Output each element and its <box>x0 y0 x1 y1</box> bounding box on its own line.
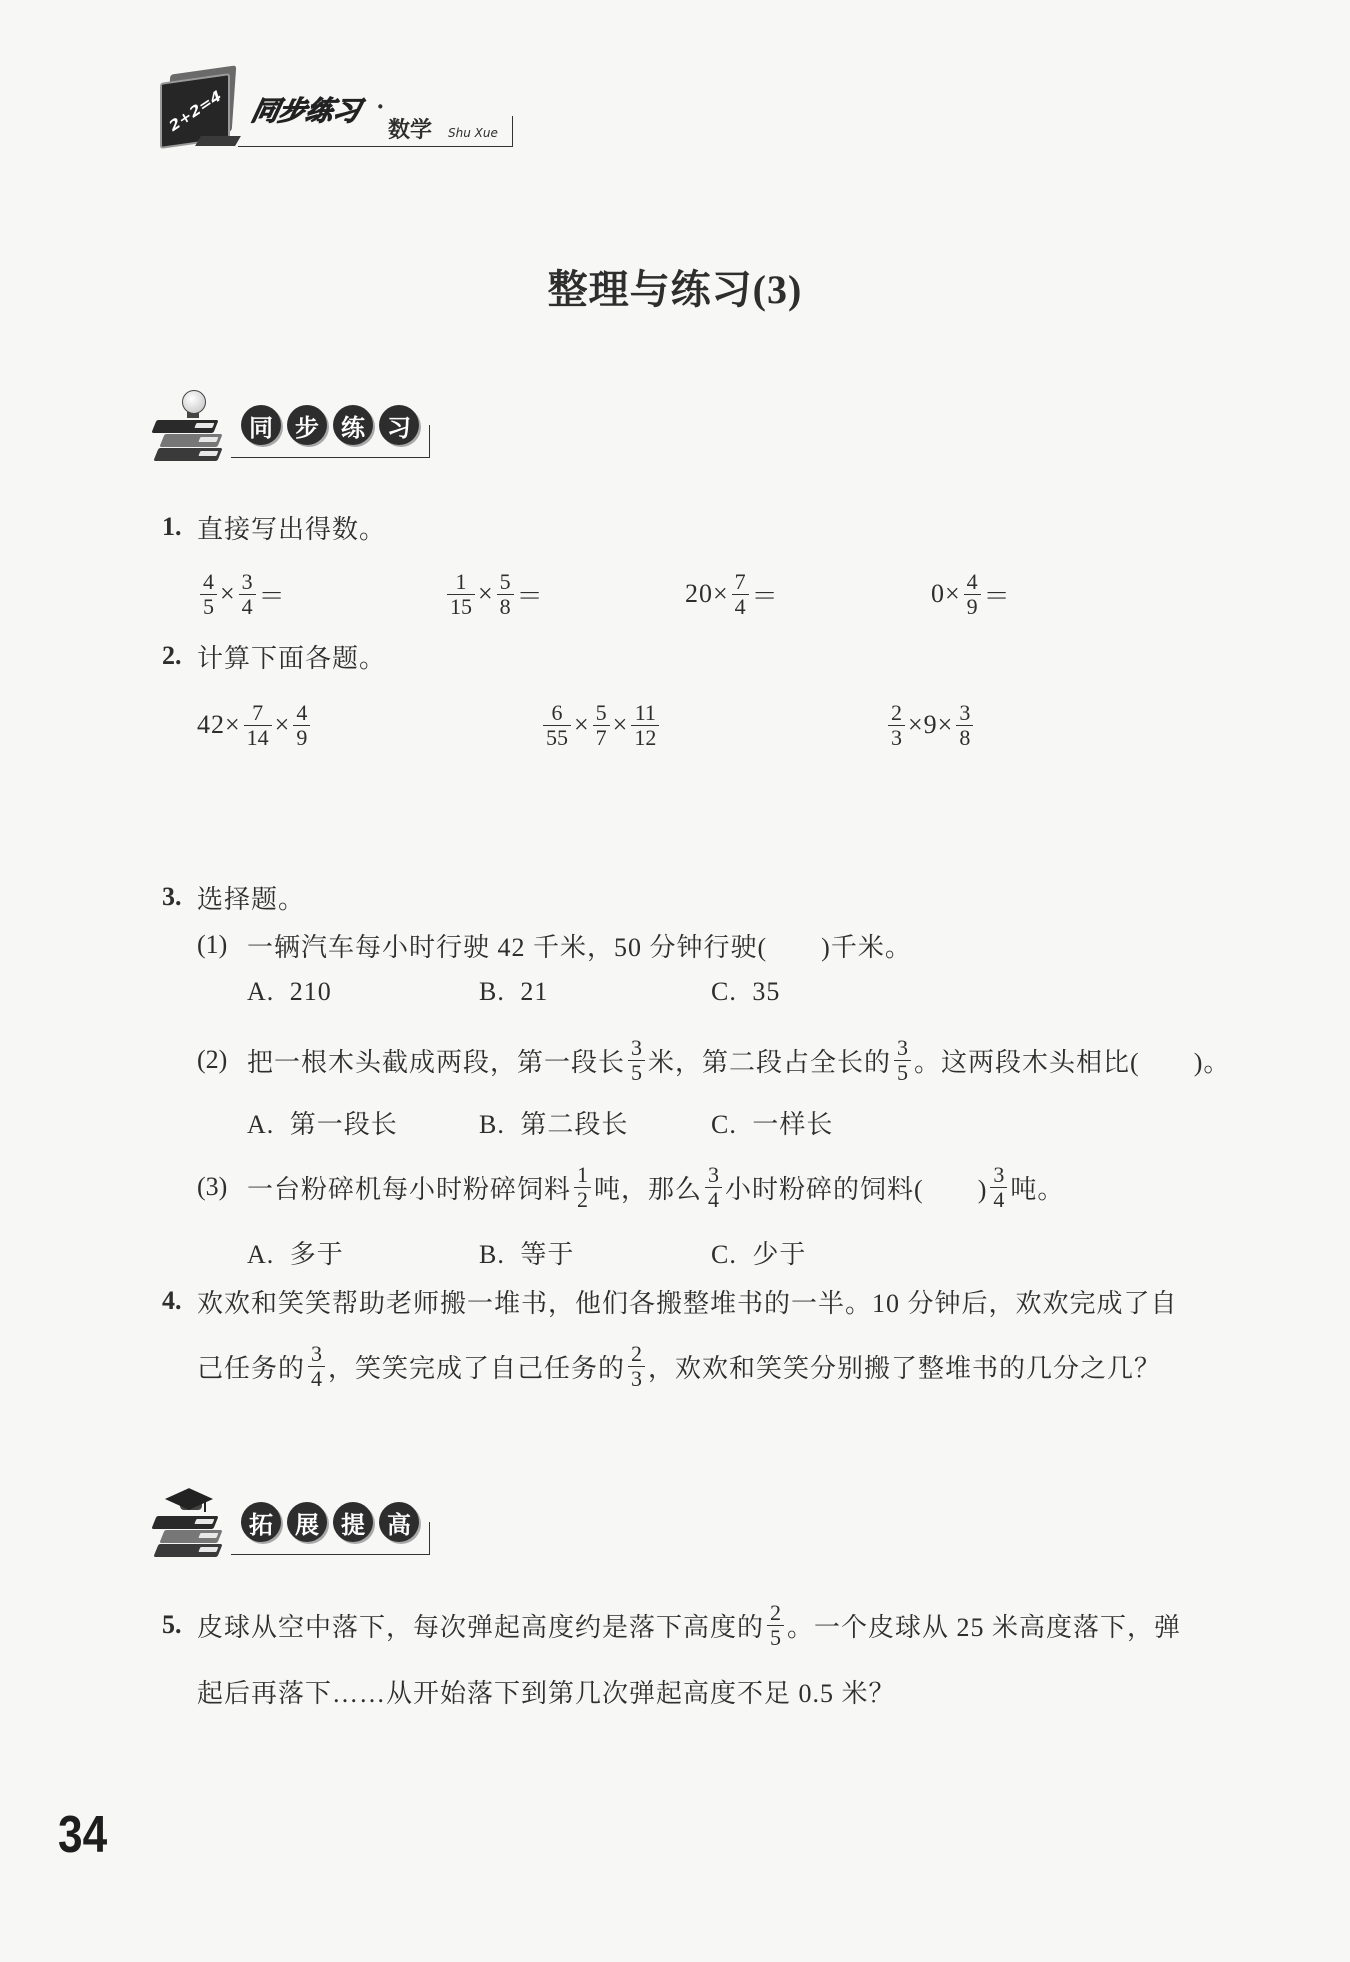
text-segment: ＝ <box>751 581 779 611</box>
book-shape <box>153 448 222 461</box>
question-5-line-2 <box>197 1661 896 1721</box>
fraction-numerator: 2 <box>891 699 902 725</box>
part-text <box>247 1036 1230 1085</box>
fraction-numerator: 3 <box>241 568 253 594</box>
fraction-numerator: 3 <box>311 1340 323 1366</box>
question-3-part-2-options <box>247 1092 943 1152</box>
badge-rule <box>231 425 430 458</box>
option-c: C. 一样长 <box>711 1109 834 1139</box>
text-segment: × <box>220 579 236 608</box>
text-segment: 吨。 <box>1010 1174 1065 1204</box>
fraction <box>956 701 973 750</box>
option-a: A. 210 <box>247 977 332 1006</box>
fraction <box>628 1036 645 1085</box>
part-label: (3) <box>197 1172 228 1201</box>
text-segment: 。一个皮球从 25 米高度落下，弹 <box>787 1612 1182 1642</box>
text-segment: 一辆汽车每小时行驶 42 千米，50 分钟行驶( )千米。 <box>247 932 912 962</box>
fraction-numerator: 1 <box>455 568 467 594</box>
text-segment: 一台粉碎机每小时粉碎饲料 <box>247 1174 572 1204</box>
part-text <box>247 927 912 964</box>
fraction-denominator: 4 <box>732 594 749 619</box>
option-c: C. 少于 <box>711 1239 807 1269</box>
fraction <box>497 570 514 619</box>
text-segment: 20× <box>685 579 729 608</box>
series-title: 同步练习 <box>248 96 364 126</box>
lamp-bulb <box>182 390 206 414</box>
series-separator: · <box>376 92 385 121</box>
question-text: 计算下面各题。 <box>197 643 387 673</box>
fraction-denominator: 5 <box>200 594 217 619</box>
book-shape <box>153 1544 222 1557</box>
question-3-part-1-options <box>247 962 943 1022</box>
question-1-item <box>931 564 1011 624</box>
fraction <box>631 701 659 750</box>
question-number: 3. <box>162 882 182 911</box>
book-shape <box>159 434 222 447</box>
text-segment: 吨，那么 <box>594 1174 703 1204</box>
fraction <box>628 1342 645 1391</box>
fraction-numerator: 7 <box>252 699 264 725</box>
fraction-denominator: 9 <box>964 594 981 619</box>
text-segment: 小时粉碎的饲料( ) <box>725 1174 988 1204</box>
subject-pinyin: Shu Xue <box>448 126 498 140</box>
option-b: B. 第二段长 <box>479 1109 629 1139</box>
fraction <box>964 570 981 619</box>
fraction-numerator: 2 <box>770 1599 782 1625</box>
text-segment: ＝ <box>258 581 286 611</box>
fraction <box>239 570 256 619</box>
fraction-denominator: 5 <box>628 1060 645 1085</box>
cap-tassel <box>204 1496 206 1512</box>
fraction-denominator: 5 <box>894 1060 911 1085</box>
text-segment: 己任务的 <box>197 1353 306 1383</box>
question-1-item <box>444 564 544 624</box>
question-number: 4. <box>162 1286 182 1315</box>
question-3-part-3 <box>197 1157 1064 1217</box>
badge-char: 展 <box>287 1502 327 1542</box>
text-segment: 。这两段木头相比( )。 <box>914 1047 1231 1077</box>
fraction-denominator: 9 <box>293 725 310 750</box>
text-segment: 42× <box>197 710 241 739</box>
fraction-numerator: 2 <box>631 1340 643 1366</box>
text-segment: × <box>574 710 590 739</box>
text-segment: × <box>612 710 629 739</box>
question-text: 直接写出得数。 <box>197 514 387 544</box>
question-number: 1. <box>162 512 182 541</box>
fraction-denominator: 55 <box>543 725 571 750</box>
fraction <box>767 1601 784 1650</box>
question-2-item <box>885 695 976 755</box>
question-1-item <box>197 564 286 624</box>
badge-char: 练 <box>333 405 373 445</box>
math-expression <box>931 570 1011 619</box>
fraction-denominator: 15 <box>447 594 475 619</box>
fraction-denominator: 7 <box>593 725 610 750</box>
badge-char: 提 <box>333 1502 373 1542</box>
fraction-numerator: 7 <box>734 568 746 594</box>
text-segment: × <box>274 710 291 739</box>
book-shape <box>159 1530 222 1543</box>
fraction-numerator: 3 <box>959 699 971 725</box>
text-segment: 欢欢和笑笑帮助老师搬一堆书，他们各搬整堆书的一半。10 分钟后，欢欢完成了自 <box>197 1288 1178 1318</box>
chalkboard-text: 2+2=4 <box>165 86 225 136</box>
fraction-numerator: 5 <box>499 568 511 594</box>
fraction <box>888 701 905 750</box>
fraction <box>308 1342 325 1391</box>
fraction <box>200 570 217 619</box>
fraction <box>990 1163 1007 1212</box>
fraction <box>593 701 610 750</box>
fraction <box>543 701 571 750</box>
question-2-prompt <box>162 626 386 686</box>
text-segment: 0× <box>931 579 961 608</box>
fraction <box>705 1163 722 1212</box>
math-expression <box>540 701 662 750</box>
fraction-denominator: 8 <box>497 594 514 619</box>
fraction-numerator: 4 <box>296 699 308 725</box>
question-2-item <box>197 695 313 755</box>
fraction-denominator: 4 <box>990 1187 1007 1212</box>
math-expression <box>197 701 313 750</box>
fraction-numerator: 1 <box>577 1161 589 1187</box>
question-4-line-2 <box>197 1336 1161 1396</box>
option-a: A. 第一段长 <box>247 1109 398 1139</box>
page-number: 34 <box>58 1806 108 1864</box>
option-c: C. 35 <box>711 977 781 1006</box>
fraction-denominator: 14 <box>244 725 272 750</box>
question-2-item <box>540 695 662 755</box>
fraction-numerator: 3 <box>631 1034 643 1060</box>
text-segment: ×9× <box>908 710 954 739</box>
text-segment: 把一根木头截成两段，第一段长 <box>247 1047 626 1077</box>
text-segment: 米，第二段占全长的 <box>648 1047 892 1077</box>
book-shape <box>151 1516 218 1529</box>
math-expression <box>197 570 286 619</box>
option-a: A. 多于 <box>247 1239 344 1269</box>
badge-char: 高 <box>379 1502 419 1542</box>
chalkboard-stand <box>195 136 241 146</box>
question-text <box>197 1601 1181 1650</box>
question-5-line-1 <box>162 1595 1181 1655</box>
badge-char: 拓 <box>241 1502 281 1542</box>
badge-char: 习 <box>379 405 419 445</box>
fraction-denominator: 5 <box>767 1625 784 1650</box>
fraction <box>447 570 475 619</box>
question-3-part-2 <box>197 1030 1230 1090</box>
part-label: (2) <box>197 1045 228 1074</box>
fraction <box>894 1036 911 1085</box>
question-4-line-1 <box>162 1271 1178 1331</box>
badge-char: 步 <box>287 405 327 445</box>
fraction-numerator: 3 <box>897 1034 909 1060</box>
fraction-numerator: 3 <box>708 1161 720 1187</box>
text-segment: 起后再落下……从开始落下到第几次弹起高度不足 0.5 米？ <box>197 1678 896 1708</box>
math-expression <box>885 701 976 750</box>
fraction-numerator: 4 <box>966 568 978 594</box>
question-text <box>197 1342 1161 1391</box>
fraction <box>574 1163 591 1212</box>
books-cap-icon <box>152 1484 234 1566</box>
fraction-denominator: 2 <box>574 1187 591 1212</box>
book-shape <box>151 420 218 433</box>
question-number: 2. <box>162 641 182 670</box>
badge-char: 同 <box>241 405 281 445</box>
part-text <box>247 1163 1064 1212</box>
fraction <box>244 701 272 750</box>
question-1-item <box>685 564 779 624</box>
math-expression <box>444 570 544 619</box>
question-text: 选择题。 <box>197 884 306 914</box>
fraction-numerator: 3 <box>993 1161 1005 1187</box>
fraction <box>293 701 310 750</box>
fraction-denominator: 3 <box>888 725 905 750</box>
page-title: 整理与练习(3) <box>547 267 803 312</box>
books-lamp-icon <box>152 388 234 470</box>
subject-name: 数学 <box>388 117 433 142</box>
badge-rule <box>231 1522 430 1555</box>
question-text <box>197 1673 896 1710</box>
text-segment: ，欢欢和笑笑分别搬了整堆书的几分之几？ <box>648 1353 1162 1383</box>
text-segment: 皮球从空中落下，每次弹起高度约是落下高度的 <box>197 1612 765 1642</box>
text-segment: × <box>478 579 494 608</box>
fraction-denominator: 12 <box>631 725 659 750</box>
fraction-numerator: 11 <box>634 699 656 725</box>
math-expression <box>685 570 779 619</box>
fraction-denominator: 4 <box>239 594 256 619</box>
fraction-numerator: 6 <box>551 699 563 725</box>
part-label: (1) <box>197 930 228 959</box>
question-text <box>197 1283 1178 1320</box>
question-1-prompt <box>162 497 386 557</box>
text-segment: ＝ <box>516 581 544 611</box>
header-rule <box>238 116 513 147</box>
text-segment: ＝ <box>983 581 1011 611</box>
question-number: 5. <box>162 1610 182 1639</box>
option-b: B. 等于 <box>479 1239 575 1269</box>
text-segment: ，笑笑完成了自己任务的 <box>328 1353 626 1383</box>
fraction-numerator: 4 <box>203 568 214 594</box>
option-b: B. 21 <box>479 977 549 1006</box>
fraction-denominator: 3 <box>628 1366 645 1391</box>
fraction-denominator: 4 <box>705 1187 722 1212</box>
fraction <box>732 570 749 619</box>
fraction-numerator: 5 <box>595 699 607 725</box>
fraction-denominator: 4 <box>308 1366 325 1391</box>
fraction-denominator: 8 <box>956 725 973 750</box>
